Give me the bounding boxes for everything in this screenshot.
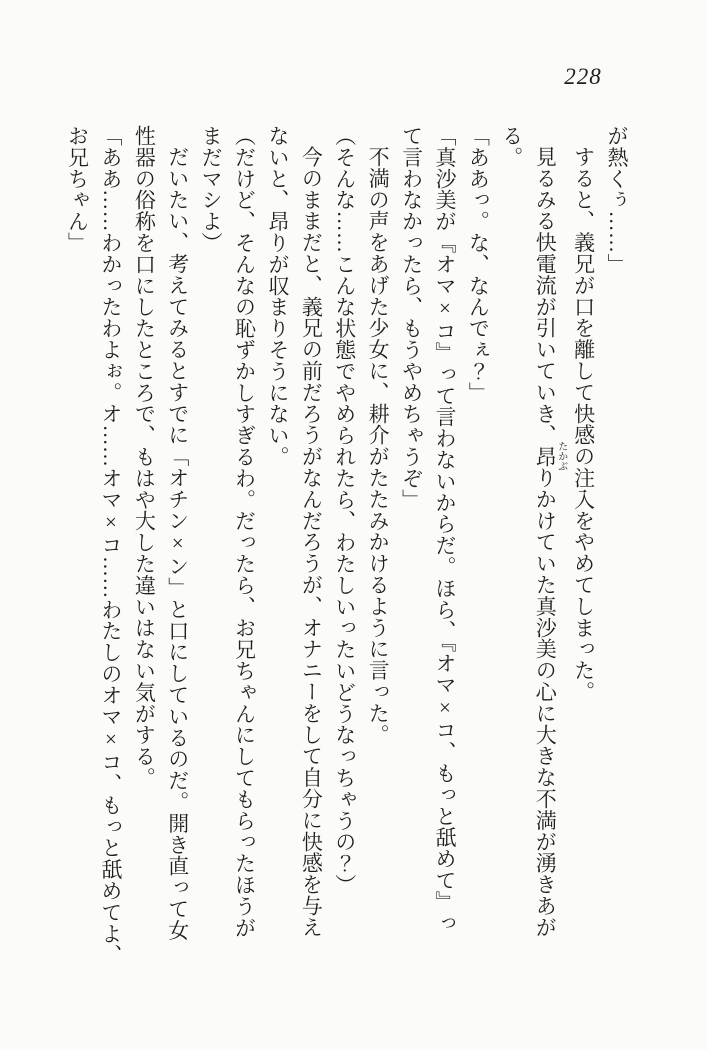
text-column: 「ああ……わかったわよぉ。オ……オマ×コ……わたしのオマ×コ、もっと舐めてよ、 xyxy=(98,125,123,966)
text-column: すると、義兄が口を離して快感の注入をやめてしまった。 xyxy=(571,146,596,703)
text-column: 「真沙美が『オマ×コ』って言わないからだ。ほら、『オマ×コ、もっと舐めて』っ xyxy=(432,125,457,934)
text-column: 見るみる快電流が引いていき、昂たかぶりかけていた真沙美の心に大きな不満が湧きあが xyxy=(533,146,567,938)
text-column: 不満の声をあげた少女に、耕介がたたみかけるように言った。 xyxy=(366,146,391,746)
text-column: ないと、昂りが収まりそうにない。 xyxy=(265,125,290,468)
text-column: まだマシよ） xyxy=(199,125,224,254)
text-column: 「ああっ。な、なんでぇ？」 xyxy=(466,125,491,404)
text-block xyxy=(61,125,633,966)
text-column: （そんな……こんな状態でやめられたら、わたしいったいどうなっちゃうの？） xyxy=(332,125,357,896)
text-column: 今のままだと、義兄の前だろうがなんだろうが、オナニーをして自分に快感を与え xyxy=(299,146,324,938)
text-column: て言わなかったら、もうやめちゃうぞ」 xyxy=(399,125,424,511)
text-column: お兄ちゃん」 xyxy=(65,125,90,254)
text-column: が熱くぅ……」 xyxy=(605,125,629,275)
text-column: 性器の俗称を口にしたところで、もはや大した違いはない気がする。 xyxy=(132,125,157,789)
page-number: 228 xyxy=(564,64,602,89)
text-column: る。 xyxy=(499,125,524,168)
text-column: だいたい、考えてみるとすでに「オチン×ン」と口にしているのだ。開き直って女 xyxy=(165,146,190,941)
text-column: （だけど、そんなの恥ずかしすぎるわ。だったら、お兄ちゃんにしてもらったほうが xyxy=(232,125,257,939)
ruby-annotation: 昂たかぶ xyxy=(533,441,567,472)
